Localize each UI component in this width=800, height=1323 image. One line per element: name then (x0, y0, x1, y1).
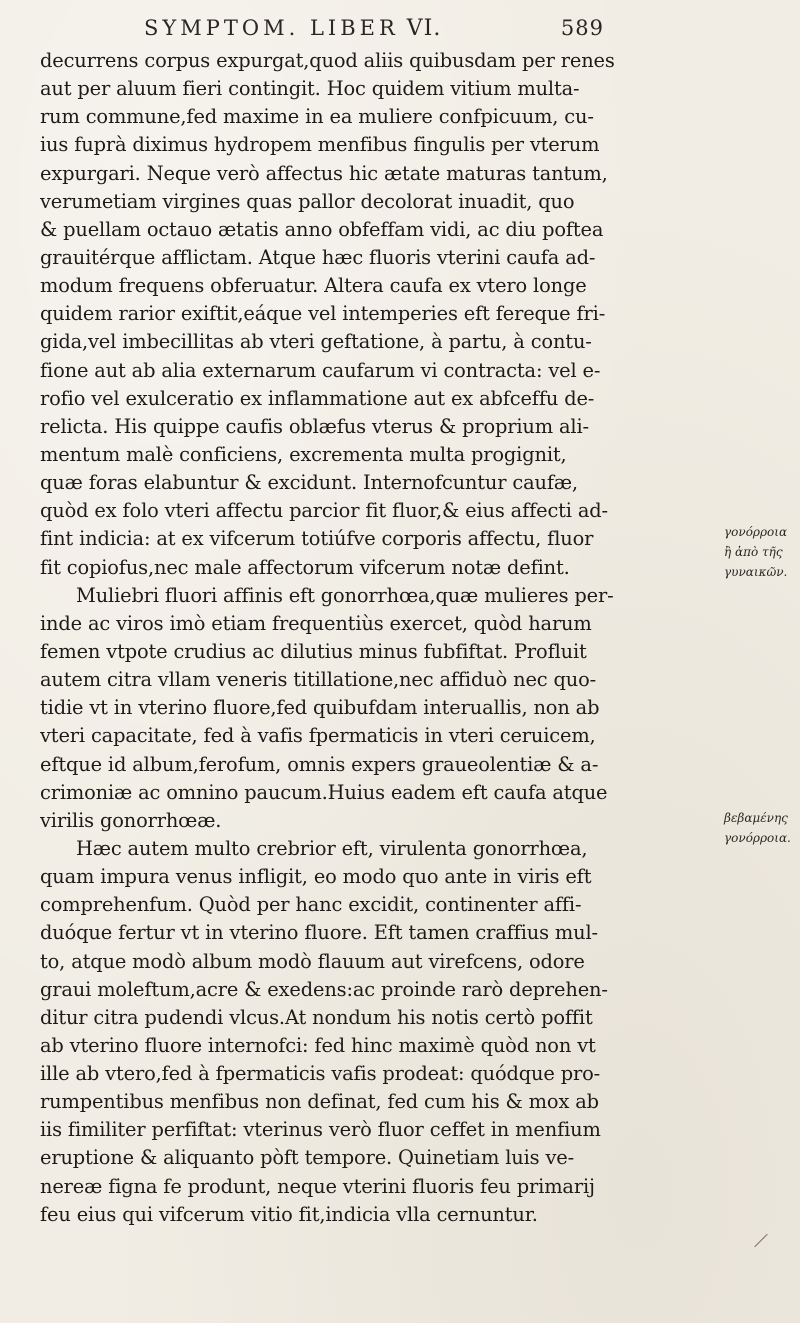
text-line: quæ foras elabuntur & excidunt. Internofcuntur caufæ, (40, 471, 578, 495)
text-line: quidem rarior exiftit,eáque vel intemperies eft fereque fri- (40, 302, 606, 326)
running-header (144, 16, 604, 41)
text-line: Muliebri fluori affinis eft gonorrhœa,quæ mulieres per- (76, 583, 614, 607)
text-line: rofio vel exulceratio ex inflammatione aut ex abfceffu de- (40, 386, 595, 410)
text-line: quòd ex folo vteri affectu parcior fit fluor,& eius affecti ad- (40, 499, 608, 523)
margin-note-greek-virulent (724, 808, 791, 848)
margin-note-line: βεβαμένης (724, 811, 788, 825)
corner-pen-mark (754, 1234, 767, 1247)
text-line: comprehenfum. Quòd per hanc excidit, continenter affi- (40, 893, 582, 917)
text-line: feu eius qui vifcerum vitio fit,indicia vlla cernuntur. (40, 1202, 538, 1226)
text-line: fit copiofus,nec male affectorum vifcerum notæ defint. (40, 555, 570, 579)
book-number: VI. (406, 16, 442, 41)
margin-note-line: ἢ ἀπὸ τῆς (724, 545, 783, 559)
text-line: expurgari. Neque verò affectus hic ætate maturas tantum, (40, 161, 608, 185)
text-line: femen vtpote crudius ac dilutius minus fubfiftat. Profluit (40, 639, 587, 663)
text-line: ab vterino fluore internofci: fed hinc maximè quòd non vt (40, 1033, 596, 1057)
text-line: & puellam octauo ætatis anno obfeffam vidi, ac diu poftea (40, 217, 604, 241)
text-line: duóque fertur vt in vterino fluore. Eft tamen craffius mul- (40, 921, 598, 945)
text-line: vteri capacitate, fed à vafis fpermaticis in vteri ceruicem, (40, 724, 596, 748)
text-line: fint indicia: at ex vifcerum totiúfve corporis affectu, fluor (40, 527, 594, 551)
text-line: fione aut ab alia externarum caufarum vi contracta: vel e- (40, 358, 601, 382)
text-line: mentum malè conficiens, excrementa multa progignit, (40, 442, 567, 466)
text-line: ius fuprà diximus hydropem menfibus fingulis per vterum (40, 133, 600, 157)
text-line: eftque id album,ferofum, omnis expers graueolentiæ & a- (40, 752, 599, 776)
text-line: relicta. His quippe caufis oblæfus vterus & proprium ali- (40, 414, 589, 438)
text-line: Hæc autem multo crebrior eft, virulenta gonorrhœa, (76, 836, 588, 860)
text-line: rumpentibus menfibus non definat, fed cum his & mox ab (40, 1090, 599, 1114)
text-line: tidie vt in vterino fluore,fed quibufdam interuallis, non ab (40, 696, 600, 720)
text-line: virilis gonorrhœæ. (40, 808, 222, 832)
text-line: to, atque modò album modò flauum aut virefcens, odore (40, 949, 585, 973)
text-line: quam impura venus infligit, eo modo quo ante in viris eft (40, 865, 592, 889)
margin-note-line: γυναικῶν. (724, 565, 788, 579)
text-line: ille ab vtero,fed à fpermaticis vafis prodeat: quódque pro- (40, 1062, 601, 1086)
running-title: SYMPTOM. LIBER (144, 16, 399, 40)
text-line: nereæ figna fe produnt, neque vterini fluoris feu primarij (40, 1174, 595, 1198)
text-line: aut per aluum fieri contingit. Hoc quidem vitium multa- (40, 77, 580, 101)
text-line: verumetiam virgines quas pallor decolorat inuadit, quo (40, 189, 575, 213)
margin-note-greek-gonorrhoea (724, 522, 787, 582)
margin-note-line: γονόρροια. (724, 831, 791, 845)
text-line: crimoniæ ac omnino paucum.Huius eadem eft caufa atque (40, 780, 608, 804)
text-line: iis fimiliter perfiftat: vterinus verò fluor ceffet in menfium (40, 1118, 601, 1142)
text-line: ditur citra pudendi vlcus.At nondum his notis certò poffit (40, 1005, 593, 1029)
text-line: eruptione & aliquanto pòft tempore. Quinetiam luis ve- (40, 1146, 574, 1170)
text-line: graui moleftum,acre & exedens:ac proinde rarò deprehen- (40, 977, 608, 1001)
text-line: grauitérque afflictam. Atque hæc fluoris vterini caufa ad- (40, 245, 596, 269)
text-line: autem citra vllam veneris titillatione,nec affiduò nec quo- (40, 668, 597, 692)
main-text (40, 47, 720, 1229)
page-number: 589 (560, 16, 604, 40)
text-line: decurrens corpus expurgat,quod aliis quibusdam per renes (40, 49, 615, 72)
text-line: modum frequens obferuatur. Altera caufa ex vtero longe (40, 274, 587, 298)
text-line: inde ac viros imò etiam frequentiùs exercet, quòd harum (40, 611, 592, 635)
text-line: gida,vel imbecillitas ab vteri geftatione, à partu, à contu- (40, 330, 592, 354)
margin-note-line: γονόρροια (724, 525, 788, 539)
text-line: rum commune,fed maxime in ea muliere confpicuum, cu- (40, 105, 594, 129)
